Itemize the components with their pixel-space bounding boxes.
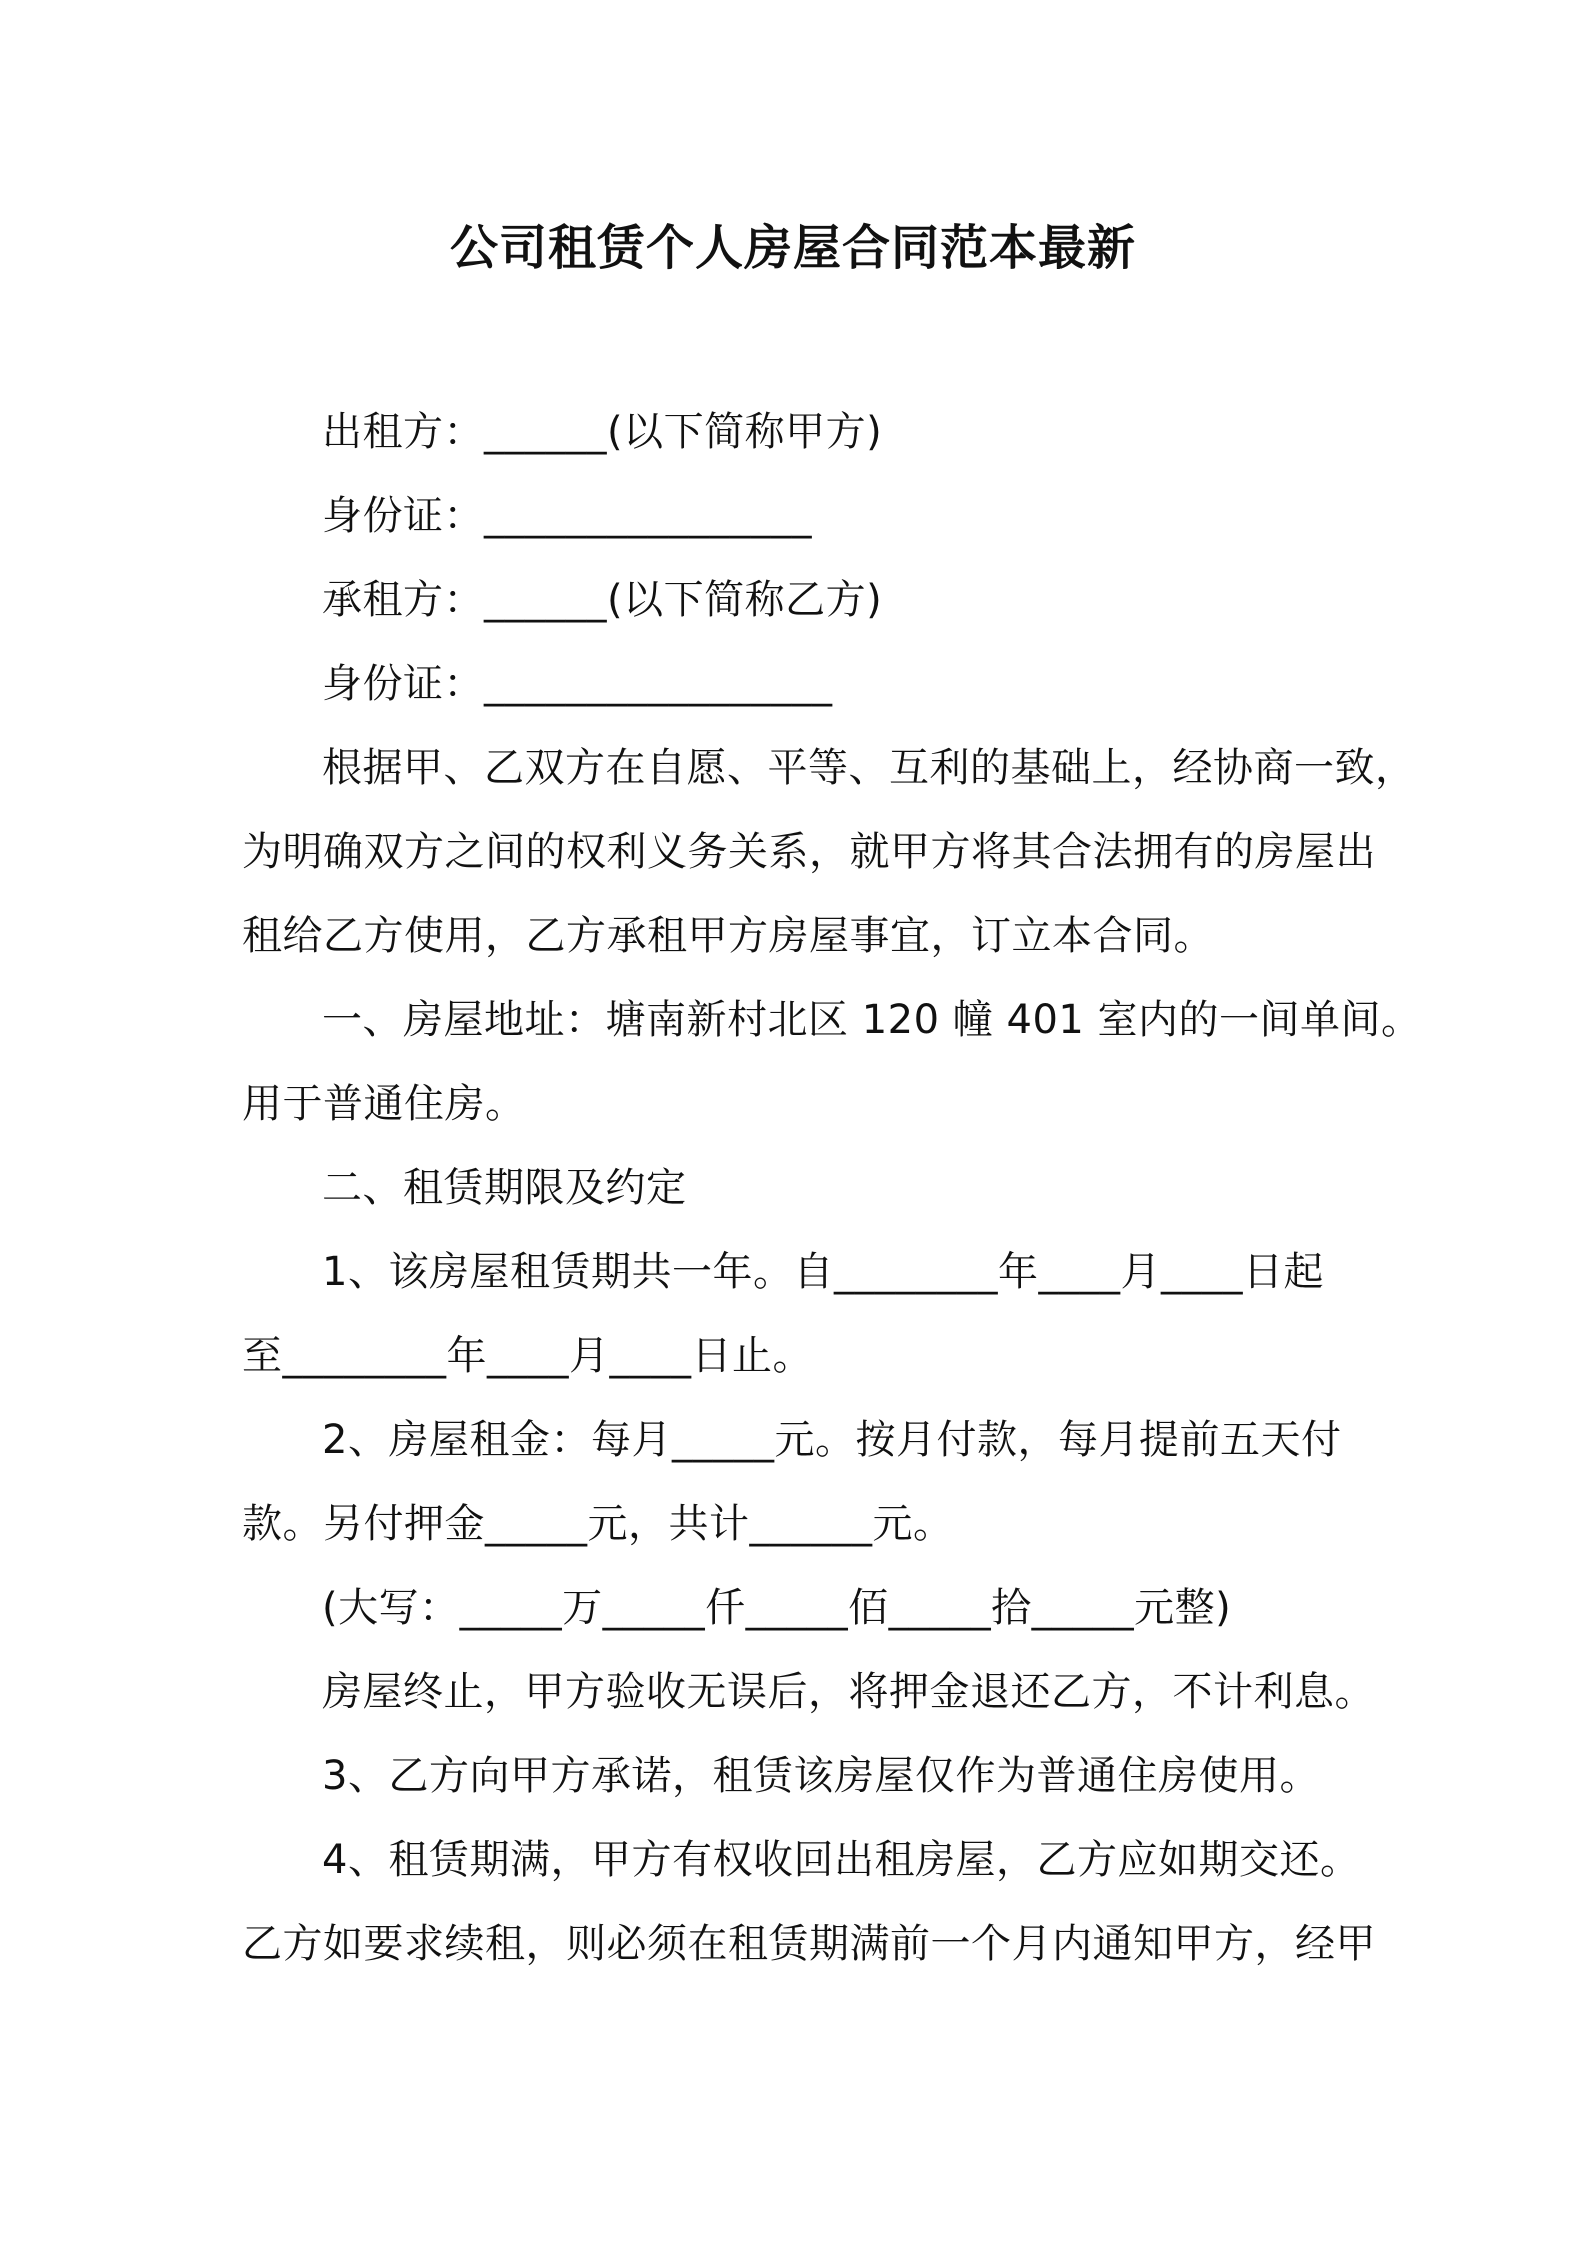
address-clause-line-1: 一、房屋地址：塘南新村北区 120 幢 401 室内的一间单间。 — [322, 997, 1422, 1043]
rent-clause-line-2: 款。另付押金_____元，共计______元。 — [242, 1501, 954, 1547]
lessee-line: 承租方：______(以下简称乙方) — [322, 577, 883, 623]
deposit-return-line: 房屋终止，甲方验收无误后，将押金退还乙方，不计利息。 — [322, 1669, 1375, 1715]
document-title: 公司租赁个人房屋合同范本最新 — [449, 220, 1136, 276]
section-heading-term: 二、租赁期限及约定 — [322, 1165, 687, 1211]
lessor-id-line: 身份证：________________ — [322, 493, 812, 539]
term-clause-line-1: 1、该房屋租赁期共一年。自________年____月____日起 — [322, 1249, 1324, 1295]
rent-amount-in-words: (大写：_____万_____仟_____佰_____拾_____元整) — [322, 1585, 1232, 1631]
term-clause-line-2: 至________年____月____日止。 — [242, 1333, 813, 1379]
preamble-line-2: 为明确双方之间的权利义务关系，就甲方将其合法拥有的房屋出 — [242, 829, 1376, 875]
address-clause-line-2: 用于普通住房。 — [242, 1081, 526, 1127]
usage-clause-line: 3、乙方向甲方承诺，租赁该房屋仅作为普通住房使用。 — [322, 1753, 1320, 1799]
rent-clause-line-1: 2、房屋租金：每月_____元。按月付款，每月提前五天付 — [322, 1417, 1342, 1463]
preamble-line-3: 租给乙方使用，乙方承租甲方房屋事宜，订立本合同。 — [242, 913, 1214, 959]
preamble-line-1: 根据甲、乙双方在自愿、平等、互利的基础上，经协商一致， — [322, 745, 1416, 791]
expiry-clause-line-1: 4、租赁期满，甲方有权收回出租房屋，乙方应如期交还。 — [322, 1837, 1361, 1883]
expiry-clause-line-2: 乙方如要求续租，则必须在租赁期满前一个月内通知甲方，经甲 — [242, 1921, 1376, 1967]
lessee-id-line: 身份证：_________________ — [322, 661, 833, 707]
lessor-line: 出租方：______(以下简称甲方) — [322, 409, 883, 455]
